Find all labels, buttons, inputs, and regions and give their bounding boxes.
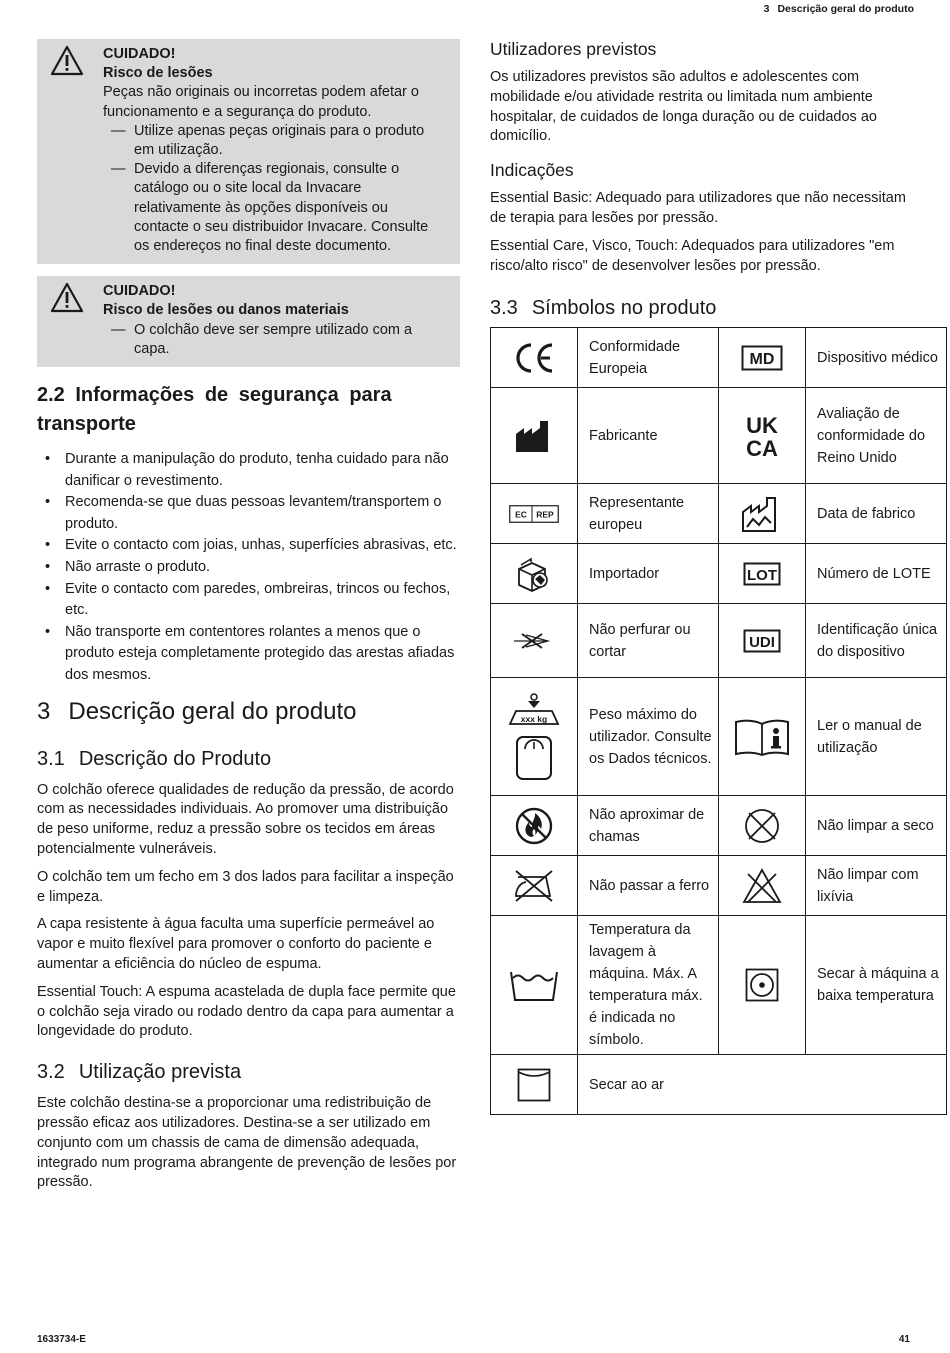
symbol-description: Ler o manual de utilização xyxy=(806,678,947,796)
no-flames-icon xyxy=(514,806,554,846)
symbol-description: Conformidade Europeia xyxy=(578,328,719,388)
paragraph: O colchão oferece qualidades de redução da pressão, de acordo com as necessidades individuais. Ao promover uma distribuição de peso uniforme, reduz a pressão sobre os tecidos em áreas potencialmente vulneráveis. xyxy=(37,781,454,857)
max-weight-icon xyxy=(508,693,560,781)
symbol-icon-cell xyxy=(719,328,806,388)
machine-wash-icon xyxy=(509,968,559,1002)
symbol-icon-cell xyxy=(719,544,806,604)
header-chapter-title: Descrição geral do produto xyxy=(777,3,914,15)
list-item: • Não arraste o produto. xyxy=(37,557,460,579)
section-number: 3.2 xyxy=(37,1061,65,1084)
symbol-description: Identificação única do dispositivo xyxy=(806,604,947,678)
chapter-heading xyxy=(37,695,460,729)
symbol-description: Peso máximo do utilizador. Consulte os Dados técnicos. xyxy=(578,678,719,796)
symbol-icon-cell xyxy=(719,388,806,484)
table-row xyxy=(491,678,947,796)
table-row xyxy=(491,484,947,544)
symbol-description: Importador xyxy=(578,544,719,604)
header-chapter-number: 3 xyxy=(763,3,770,15)
ca-label: CA xyxy=(746,435,778,459)
caution-text: Peças não originais ou incorretas podem afetar o funcionamento e a segurança do produto. xyxy=(103,84,419,120)
indications-heading: Indicações xyxy=(490,160,574,181)
symbol-icon-cell xyxy=(491,544,578,604)
symbol-icon-cell xyxy=(491,678,578,796)
paragraph: Essential Care, Visco, Touch: Adequados para utilizadores "em risco/alto risco" de desenvolver lesões por pressão. xyxy=(490,237,895,274)
ce-mark-icon xyxy=(512,342,556,374)
list-item: • Recomenda-se que duas pessoas levantem/transportem o produto. xyxy=(37,492,460,535)
caution-subtitle: Risco de lesões xyxy=(103,65,213,82)
ukca-mark-icon xyxy=(740,413,784,459)
transport-safety-heading: 2.2 Informações de segurança para transporte xyxy=(37,384,392,436)
symbol-description: Não perfurar ou cortar xyxy=(578,604,719,678)
caution-subtitle: Risco de lesões ou danos materiais xyxy=(103,302,349,319)
left-column xyxy=(37,39,460,1193)
kg-label: xxx kg xyxy=(520,713,548,724)
symbol-description: Fabricante xyxy=(578,388,719,484)
read-manual-icon xyxy=(734,718,790,756)
caution-item: — Utilize apenas peças originais para o produto em utilização. xyxy=(103,122,444,160)
section-number: 3.1 xyxy=(37,747,65,770)
symbol-icon-cell xyxy=(491,1055,578,1115)
symbol-icon-cell xyxy=(719,678,806,796)
list-item: • Durante a manipulação do produto, tenha cuidado para não danificar o revestimento. xyxy=(37,449,460,492)
symbol-icon-cell xyxy=(719,856,806,916)
section-number: 3.3 xyxy=(490,297,518,320)
symbol-description: Não limpar a seco xyxy=(806,796,947,856)
md-label: MD xyxy=(749,350,775,368)
section-title: Utilização prevista xyxy=(78,1061,242,1084)
symbol-icon-cell xyxy=(491,796,578,856)
symbols-heading xyxy=(490,294,914,322)
symbol-icon-cell xyxy=(491,388,578,484)
symbol-description: Data de fabrico xyxy=(806,484,947,544)
manufacturer-icon xyxy=(515,419,553,453)
paragraph: Essential Basic: Adequado para utilizadores que não necessitam de terapia para lesões por pressão. xyxy=(490,190,906,226)
importer-icon xyxy=(515,555,553,593)
chapter-title: Descrição geral do produto xyxy=(68,697,357,725)
symbol-description: Avaliação de conformidade do Reino Unido xyxy=(806,388,947,484)
tumble-dry-low-icon xyxy=(745,968,779,1002)
caution-box-damage xyxy=(37,276,460,367)
symbol-icon-cell xyxy=(491,856,578,916)
no-cut-icon xyxy=(512,631,556,651)
rep-label: REP xyxy=(536,509,554,519)
section-title: Símbolos no produto xyxy=(531,297,717,320)
running-header xyxy=(764,3,914,15)
udi-icon xyxy=(743,629,781,653)
no-dry-clean-icon xyxy=(743,807,781,845)
symbol-icon-cell xyxy=(491,604,578,678)
caution-title: CUIDADO! xyxy=(103,46,176,62)
caution-item: — Devido a diferenças regionais, consulte o catálogo ou o site local da Invacare relativamente às opções disponíveis ou contacte o seu distribuidor Invacare. Consulte os endereços no final deste documento. xyxy=(103,160,444,256)
no-bleach-icon xyxy=(742,868,782,904)
paragraph: Este colchão destina-se a proporcionar uma redistribuição de pressão eficaz aos utilizadores. Destina-se a ser utilizado em conjunto com um chassis de cama de dimensão adequada, integrado num programa abrangente de prevenção de lesões por pressão. xyxy=(37,1095,457,1191)
list-item: • Evite o contacto com paredes, ombreiras, trincos ou fechos, etc. xyxy=(37,579,460,622)
table-row xyxy=(491,544,947,604)
table-row xyxy=(491,328,947,388)
symbol-description: Não passar a ferro xyxy=(578,856,719,916)
symbol-description: Número de LOTE xyxy=(806,544,947,604)
section-heading-description xyxy=(37,745,460,773)
warning-triangle-icon xyxy=(50,282,84,313)
symbol-description: Secar ao ar xyxy=(578,1055,947,1115)
paragraph: Os utilizadores previstos são adultos e adolescentes com mobilidade e/ou atividade restrita ou limitada num ambiente hospitalar, de cuidados de longa duração ou de cuidados ao domicílio. xyxy=(490,69,877,145)
air-dry-icon xyxy=(517,1068,551,1102)
table-row xyxy=(491,388,947,484)
manufacture-date-icon xyxy=(741,495,783,533)
table-row xyxy=(491,796,947,856)
udi-label: UDI xyxy=(749,633,775,651)
symbol-description: Temperatura da lavagem à máquina. Máx. A temperatura máx. é indicada no símbolo. xyxy=(578,916,719,1055)
symbol-icon-cell xyxy=(491,916,578,1055)
ec-label: EC xyxy=(515,509,527,519)
symbol-icon-cell xyxy=(491,328,578,388)
medical-device-icon xyxy=(741,345,783,371)
symbol-icon-cell xyxy=(491,484,578,544)
chapter-number: 3 xyxy=(37,697,51,725)
symbol-icon-cell xyxy=(719,484,806,544)
warning-triangle-icon xyxy=(50,45,84,76)
symbol-icon-cell xyxy=(719,604,806,678)
list-item: • Evite o contacto com joias, unhas, superfícies abrasivas, etc. xyxy=(37,535,460,557)
page-number: 41 xyxy=(898,1334,910,1345)
lot-number-icon xyxy=(743,562,781,586)
symbols-table xyxy=(490,327,947,1115)
list-item: • Não transporte em contentores rolantes a menos que o produto esteja completamente protegido das arestas afiadas dos mesmos. xyxy=(37,622,460,687)
table-row xyxy=(491,604,947,678)
symbol-description: Dispositivo médico xyxy=(806,328,947,388)
right-column xyxy=(490,36,914,322)
no-iron-icon xyxy=(512,869,556,903)
table-row xyxy=(491,1055,947,1115)
symbol-icon-cell xyxy=(719,796,806,856)
symbol-description: Não limpar com lixívia xyxy=(806,856,947,916)
paragraph: Essential Touch: A espuma acastelada de dupla face permite que o colchão seja virado ou rodado dentro da capa para aumentar a longevidade do produto. xyxy=(37,983,456,1040)
table-row xyxy=(491,856,947,916)
paragraph: O colchão tem um fecho em 3 dos lados para facilitar a inspeção e limpeza. xyxy=(37,868,454,905)
caution-list xyxy=(103,122,444,256)
caution-title: CUIDADO! xyxy=(103,283,176,300)
symbol-icon-cell xyxy=(719,916,806,1055)
paragraph: A capa resistente à água faculta uma superfície permeável ao vapor e muito flexível para promover o conforto do paciente e aumentar a eficiência do núcleo de espuma. xyxy=(37,916,435,972)
caution-list xyxy=(103,321,444,359)
transport-safety-list xyxy=(37,449,460,687)
symbol-description: Não aproximar de chamas xyxy=(578,796,719,856)
document-id: 1633734-E xyxy=(37,1334,86,1345)
intended-users-heading: Utilizadores previstos xyxy=(490,39,657,59)
table-row xyxy=(491,916,947,1055)
caution-box-injury xyxy=(37,39,460,264)
caution-item: — O colchão deve ser sempre utilizado com a capa. xyxy=(103,321,444,359)
symbol-description: Secar à máquina a baixa temperatura xyxy=(806,916,947,1055)
lot-label: LOT xyxy=(747,566,777,584)
ec-rep-icon xyxy=(509,505,559,523)
uk-label: UK xyxy=(746,412,778,438)
section-title: Descrição do Produto xyxy=(78,747,272,770)
symbol-description: Representante europeu xyxy=(578,484,719,544)
section-heading-intended-use xyxy=(37,1058,460,1086)
